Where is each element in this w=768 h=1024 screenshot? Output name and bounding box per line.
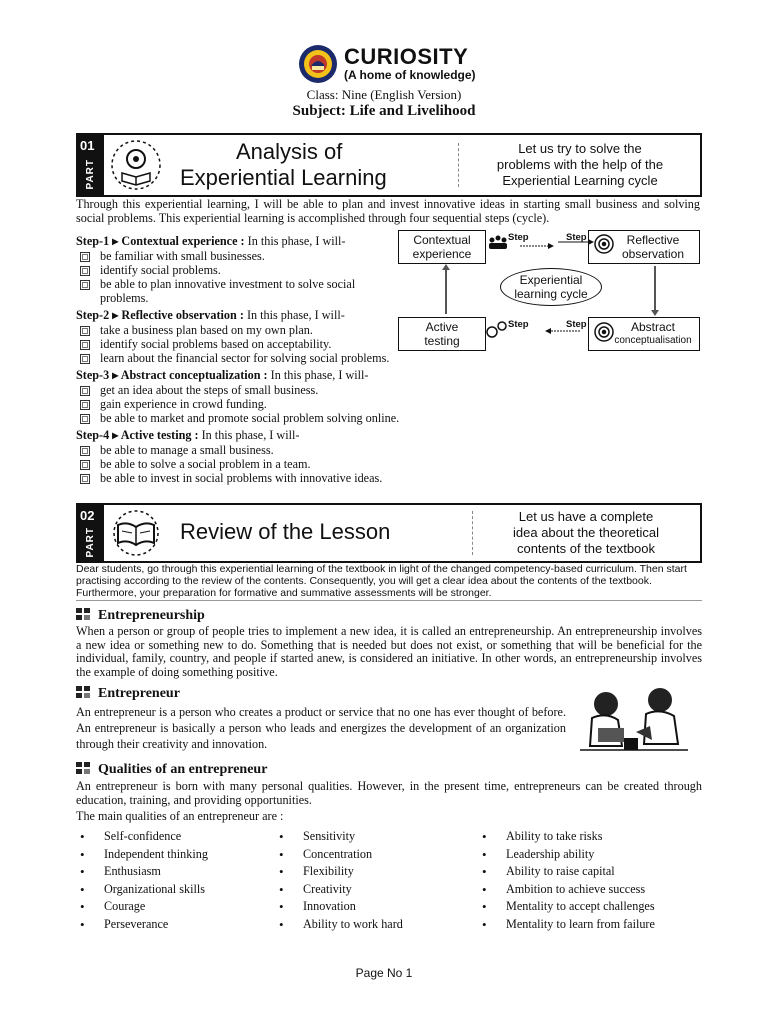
list-item: • Mentality to accept challenges	[478, 898, 704, 916]
qualities-intro: An entrepreneur is born with many personal qualities. However, in the present time, entrepreneurs can be created through education, training, and providing opportunities.	[76, 779, 702, 807]
list-item: • Creativity	[275, 881, 475, 899]
checkbox-bullet-icon	[80, 266, 90, 276]
list-item: be able to manage a small business.	[76, 443, 416, 457]
step-lead: In this phase, I will-	[247, 234, 346, 248]
list-item: be able to solve a social problem in a team.	[76, 457, 416, 471]
step-1	[76, 234, 406, 305]
list-item: get an idea about the steps of small business.	[76, 383, 416, 397]
part-02-side-note	[478, 509, 694, 557]
brand-name: CURIOSITY	[344, 44, 469, 69]
entrepreneur-text: An entrepreneur is a person who creates a product or service that no one has ever thought of before. An entrepreneur is basically a person who leads and energizes the development of an organization through their creativity and innovation.	[76, 705, 566, 751]
open-book-icon	[110, 509, 162, 557]
children-working-illustration	[578, 684, 690, 764]
checkbox-bullet-icon	[80, 446, 90, 456]
reflective-observation-box: Reflective observation	[588, 230, 700, 264]
list-item: be able to market and promote social problem solving online.	[76, 411, 416, 425]
entrepreneurship-text: When a person or group of people tries to implement a new idea, it is called an entrepreneurship. An entrepreneurship involves a new idea or something new to do. Something that is needed but does not exist, or something that will be beneficial for the individual, family, country, and people if started anew, is considered an initiative. In other words, an entrepreneurship involves the example of doing something positive.	[76, 624, 702, 679]
section-icon	[76, 762, 92, 774]
checkbox-bullet-icon	[80, 340, 90, 350]
part-number: 01	[80, 138, 95, 153]
qualities-column-1	[76, 828, 276, 933]
list-item: be able to plan innovative investment to solve social problems.	[76, 277, 406, 305]
part-02-title: Review of the Lesson	[180, 519, 391, 544]
contextual-experience-box: Contextual experience	[398, 230, 486, 264]
divider	[458, 143, 459, 187]
step-label: Step	[508, 232, 529, 243]
part-01-tab	[78, 135, 104, 195]
list-item: • Innovation	[275, 898, 475, 916]
list-item: • Leadership ability	[478, 846, 704, 864]
part-01-banner	[76, 133, 702, 197]
side-line: Let us have a complete	[518, 509, 654, 524]
step-label: Step	[566, 232, 587, 243]
step-lead: In this phase, I will-	[246, 308, 345, 322]
intro-paragraph: Through this experiential learning, I will be able to plan and invest innovative ideas in starting small business and solving social problems. This experiential learning is accomplished through four sequential steps (cycle).	[76, 197, 700, 225]
step-2	[76, 308, 406, 365]
gear-book-icon	[110, 139, 162, 191]
side-line: Let us try to solve the	[518, 141, 642, 156]
list-item: • Self-confidence	[76, 828, 276, 846]
step-heading: Step-4 ▸ Active testing :	[76, 428, 199, 442]
side-line: Experiential Learning cycle	[502, 173, 658, 188]
side-line: problems with the help of the	[496, 157, 664, 172]
side-line: idea about the theoretical	[513, 525, 659, 540]
checkbox-bullet-icon	[80, 252, 90, 262]
part-label: PART	[85, 527, 96, 558]
review-intro: Dear students, go through this experiential learning of the textbook in light of the changed competency-based curriculum. Then start practising according to the review of the contents. Consequently, you will get a clear idea about the contents of the textbook. Furthermore, your preparation for formative and summative assessments will be stronger.	[76, 563, 687, 599]
checkbox-bullet-icon	[80, 400, 90, 410]
list-item: identify social problems based on acceptability.	[76, 337, 416, 351]
list-item: • Enthusiasm	[76, 863, 276, 881]
checkbox-bullet-icon	[80, 326, 90, 336]
step-heading: Step-3 ▸ Abstract conceptualization :	[76, 368, 268, 382]
checkbox-bullet-icon	[80, 386, 90, 396]
section-icon	[76, 686, 92, 698]
checkbox-bullet-icon	[80, 474, 90, 484]
people-icon	[489, 236, 507, 250]
part-number: 02	[80, 508, 95, 523]
checkbox-bullet-icon	[80, 354, 90, 364]
step-lead: In this phase, I will-	[270, 368, 369, 382]
curiosity-logo-icon	[298, 44, 338, 84]
list-item: gain experience in crowd funding.	[76, 397, 416, 411]
list-item: learn about the financial sector for solving social problems.	[76, 351, 416, 365]
list-item: • Mentality to learn from failure	[478, 916, 704, 934]
list-item: • Flexibility	[275, 863, 475, 881]
step-4	[76, 428, 406, 485]
subject-line: Subject: Life and Livelihood	[292, 103, 476, 119]
bullseye-icon	[595, 323, 613, 341]
list-item: • Ambition to achieve success	[478, 881, 704, 899]
side-line: contents of the textbook	[516, 541, 656, 556]
list-item: • Sensitivity	[275, 828, 475, 846]
part-02-tab	[78, 505, 104, 561]
step-lead: In this phase, I will-	[201, 428, 300, 442]
list-item: • Ability to raise capital	[478, 863, 704, 881]
page-number: Page No 1	[355, 966, 413, 980]
list-item: • Independent thinking	[76, 846, 276, 864]
cycle-center-oval: Experiential learning cycle	[500, 268, 602, 306]
list-item: identify social problems.	[76, 263, 406, 277]
step-label: Step	[566, 319, 587, 330]
list-item: take a business plan based on my own plan.	[76, 323, 416, 337]
qualities-heading: Qualities of an entrepreneur	[76, 762, 267, 778]
section-icon	[76, 608, 92, 620]
steps-list	[76, 234, 406, 485]
entrepreneurship-heading: Entrepreneurship	[76, 608, 205, 624]
step-heading: Step-2 ▸ Reflective observation :	[76, 308, 244, 322]
learning-cycle-diagram	[398, 228, 700, 352]
step-3	[76, 368, 406, 425]
checkbox-bullet-icon	[80, 414, 90, 424]
active-testing-box: Active testing	[398, 317, 486, 351]
list-item: • Courage	[76, 898, 276, 916]
list-item: be familiar with small businesses.	[76, 249, 406, 263]
part-label: PART	[85, 159, 96, 190]
step-label: Step	[508, 319, 529, 330]
list-item: • Concentration	[275, 846, 475, 864]
part-01-title-line1: Analysis of	[236, 139, 343, 164]
cycle-arrows	[398, 228, 700, 352]
checkbox-bullet-icon	[80, 460, 90, 470]
part-01-side-note	[464, 141, 696, 189]
part-02-banner	[76, 503, 702, 563]
list-item: • Organizational skills	[76, 881, 276, 899]
qualities-column-2	[275, 828, 475, 933]
divider	[472, 511, 473, 555]
brand-header	[298, 44, 498, 84]
list-item: • Perseverance	[76, 916, 276, 934]
list-item: be able to invest in social problems with innovative ideas.	[76, 471, 416, 485]
gears-icon	[487, 322, 506, 337]
divider	[76, 600, 702, 601]
qualities-column-3	[478, 828, 704, 933]
checkbox-bullet-icon	[80, 280, 90, 290]
entrepreneur-heading: Entrepreneur	[76, 686, 180, 702]
step-heading: Step-1 ▸ Contextual experience :	[76, 234, 245, 248]
brand-tagline: (A home of knowledge)	[344, 68, 476, 82]
list-item: • Ability to work hard	[275, 916, 475, 934]
list-item: • Ability to take risks	[478, 828, 704, 846]
abstract-conceptualisation-box: Abstract conceptualisation	[588, 317, 700, 351]
part-01-title-line2: Experiential Learning	[180, 165, 387, 190]
qualities-lead: The main qualities of an entrepreneur are :	[76, 809, 284, 823]
target-icon	[595, 235, 613, 253]
class-line: Class: Nine (English Version)	[306, 87, 462, 102]
